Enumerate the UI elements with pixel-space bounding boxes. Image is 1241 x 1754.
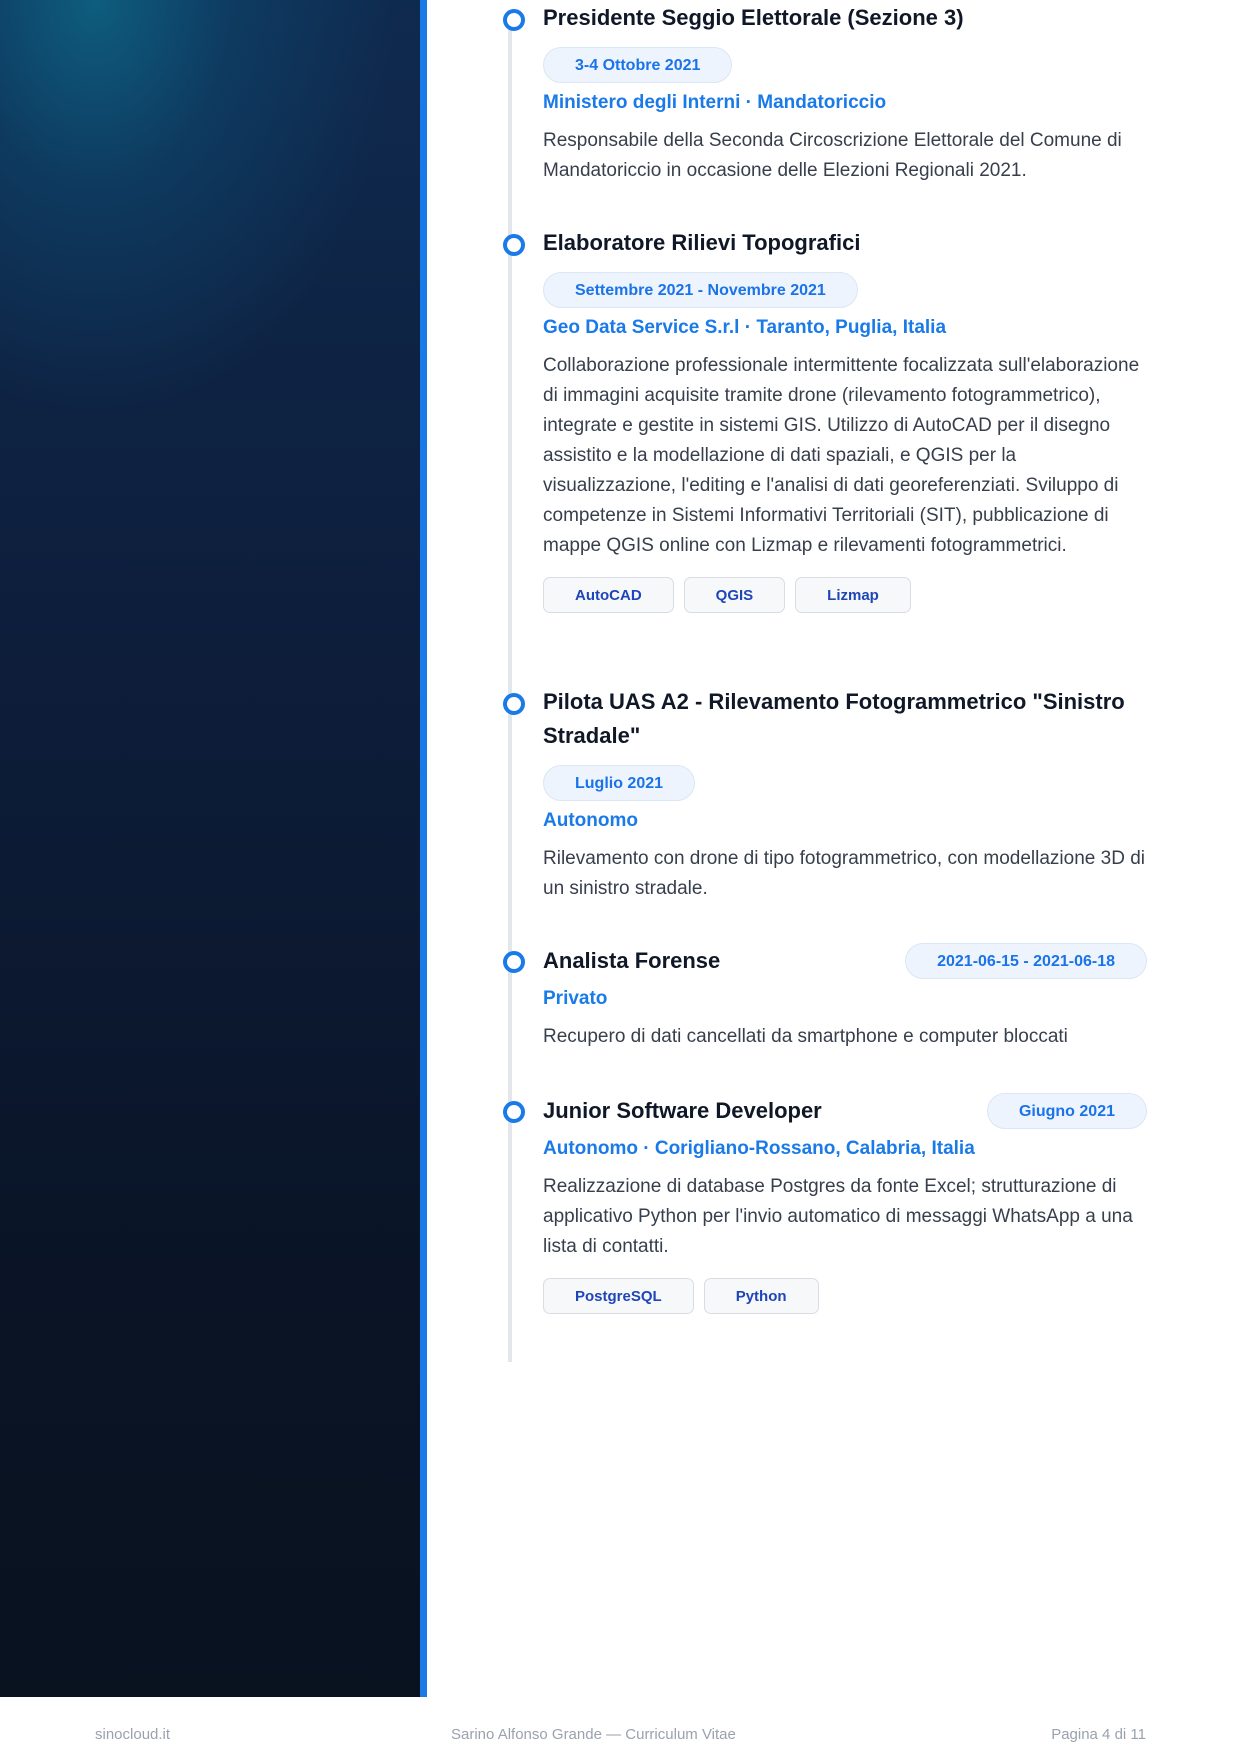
skill-tag: AutoCAD [543,577,674,613]
experience-entry [543,1,1147,186]
entry-title: Junior Software Developer [543,1098,822,1123]
page-footer [0,1697,1241,1754]
skill-tags [543,577,1147,613]
timeline-dot [503,951,525,973]
timeline-line [508,12,512,1362]
experience-entry [543,226,1147,613]
skill-tag: QGIS [684,577,786,613]
sidebar-panel [0,0,420,1697]
skill-tag: Lizmap [795,577,911,613]
entry-title: Pilota UAS A2 - Rilevamento Fotogrammetrico "Sinistro Stradale" [543,689,1125,748]
footer-page-number: Pagina 4 di 11 [1051,1726,1146,1743]
entry-header [543,943,1147,979]
date-badge: Giugno 2021 [987,1093,1147,1129]
footer-site: sinocloud.it [95,1726,171,1743]
skill-tag: PostgreSQL [543,1278,694,1314]
date-badge: 2021-06-15 - 2021-06-18 [905,943,1147,979]
timeline-dot [503,693,525,715]
date-badge: 3-4 Ottobre 2021 [543,47,732,83]
entry-description: Realizzazione di database Postgres da fonte Excel; strutturazione di applicativo Python per l'invio automatico di messaggi WhatsApp a una lista di contatti. [543,1176,1133,1257]
entry-organization: Ministero degli Interni · Mandatoriccio [543,92,887,113]
skill-tag: Python [704,1278,819,1314]
sidebar-accent-bar [420,0,427,1697]
timeline-dot [503,1101,525,1123]
timeline-dot [503,234,525,256]
entry-description: Collaborazione professionale intermittente focalizzata sull'elaborazione di immagini acquisite tramite drone (rilevamento fotogrammetrico), integrate e gestite in sistemi GIS. Utilizzo di AutoCAD per il disegno assistito e la modellazione di dati spaziali, e QGIS per la visualizzazione, l'editing e l'analisi di dati georeferenziati. Sviluppo di competenze in Sistemi Informativi Territoriali (SIT), pubblicazione di mappe QGIS online con Lizmap e rilevamenti fotogrammetrici. [543,355,1140,556]
footer-document-title: Sarino Alfonso Grande — Curriculum Vitae [451,1726,736,1743]
skill-tags [543,1278,1147,1314]
entry-description: Rilevamento con drone di tipo fotogrammetrico, con modellazione 3D di un sinistro stradale. [543,848,1145,899]
entry-organization: Privato [543,988,608,1009]
entry-title: Presidente Seggio Elettorale (Sezione 3) [543,5,964,30]
date-badge: Settembre 2021 - Novembre 2021 [543,272,858,308]
entry-organization: Autonomo [543,810,638,831]
entry-description: Responsabile della Seconda Circoscrizione Elettorale del Comune di Mandatoriccio in occasione delle Elezioni Regionali 2021. [543,130,1122,181]
date-badge: Luglio 2021 [543,765,695,801]
timeline-dot [503,9,525,31]
experience-entry [543,943,1147,1052]
entry-title: Analista Forense [543,948,721,973]
entry-organization: Autonomo · Corigliano-Rossano, Calabria, Italia [543,1138,975,1159]
entry-header [543,1093,1147,1129]
entry-title: Elaboratore Rilievi Topografici [543,230,861,255]
entry-organization: Geo Data Service S.r.l · Taranto, Puglia, Italia [543,317,947,338]
experience-entry [543,1093,1147,1314]
entry-description: Recupero di dati cancellati da smartphone e computer bloccati [543,1026,1068,1047]
experience-entry [543,685,1147,904]
